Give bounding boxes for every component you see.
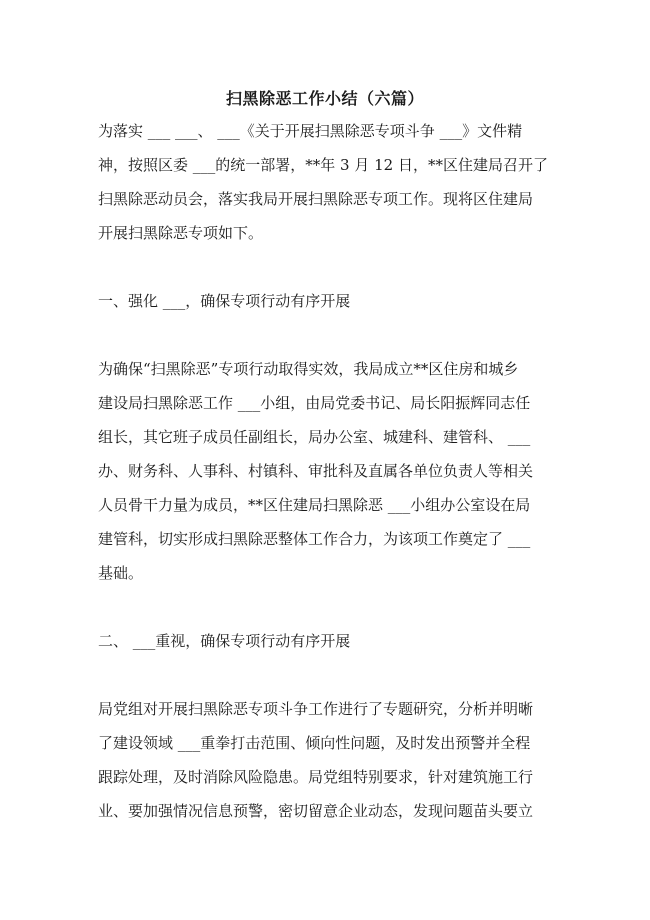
- document-title: 扫黑除恶工作小结（六篇）: [225, 89, 424, 108]
- text-line: 了建设领域 ___重拳打击范围、倾向性问题，及时发出预警并全程: [98, 734, 531, 752]
- text-line: 办、财务科、人事科、村镇科、审批科及直属各单位负责人等相关: [98, 462, 534, 480]
- section-heading-2: 二、 ___重视，确保专项行动有序开展: [98, 632, 351, 650]
- text-line: 为落实 ___ ___、 ___《关于开展扫黑除恶专项斗争 ___》文件精: [98, 122, 523, 140]
- paragraph-intro: [98, 114, 554, 250]
- paragraph-section-1: [98, 352, 554, 590]
- paragraph-section-2: [98, 692, 554, 828]
- text-line: 人员骨干力量为成员，**区住建局扫黑除恶 ___小组办公室设在局: [98, 496, 531, 514]
- text-line: 扫黑除恶动员会，落实我局开展扫黑除恶专项工作。现将区住建局: [98, 190, 534, 208]
- text-line: 基础。: [98, 564, 144, 582]
- text-line: 神，按照区委 ___的统一部署，**年 3 月 12 日，**区住建局召开了: [98, 156, 548, 174]
- text-line: 建管科，切实形成扫黑除恶整体工作合力，为该项工作奠定了 ___: [98, 530, 531, 548]
- text-line: 开展扫黑除恶专项如下。: [98, 224, 264, 242]
- text-line: 组长，其它班子成员任副组长，局办公室、城建科、建管科、 ___: [98, 428, 531, 446]
- section-heading-1: 一、强化 ___，确保专项行动有序开展: [98, 292, 351, 310]
- text-line: 跟踪处理，及时消除风险隐患。局党组特别要求，针对建筑施工行: [98, 768, 534, 786]
- text-line: 局党组对开展扫黑除恶专项斗争工作进行了专题研究，分析并明晰: [98, 700, 534, 718]
- text-line: 建设局扫黑除恶工作 ___小组，由局党委书记、局长阳振辉同志任: [98, 394, 531, 412]
- text-line: 为确保“扫黑除恶”专项行动取得实效，我局成立**区住房和城乡: [98, 360, 519, 378]
- text-line: 业、要加强情况信息预警，密切留意企业动态，发现问题苗头要立: [98, 802, 534, 820]
